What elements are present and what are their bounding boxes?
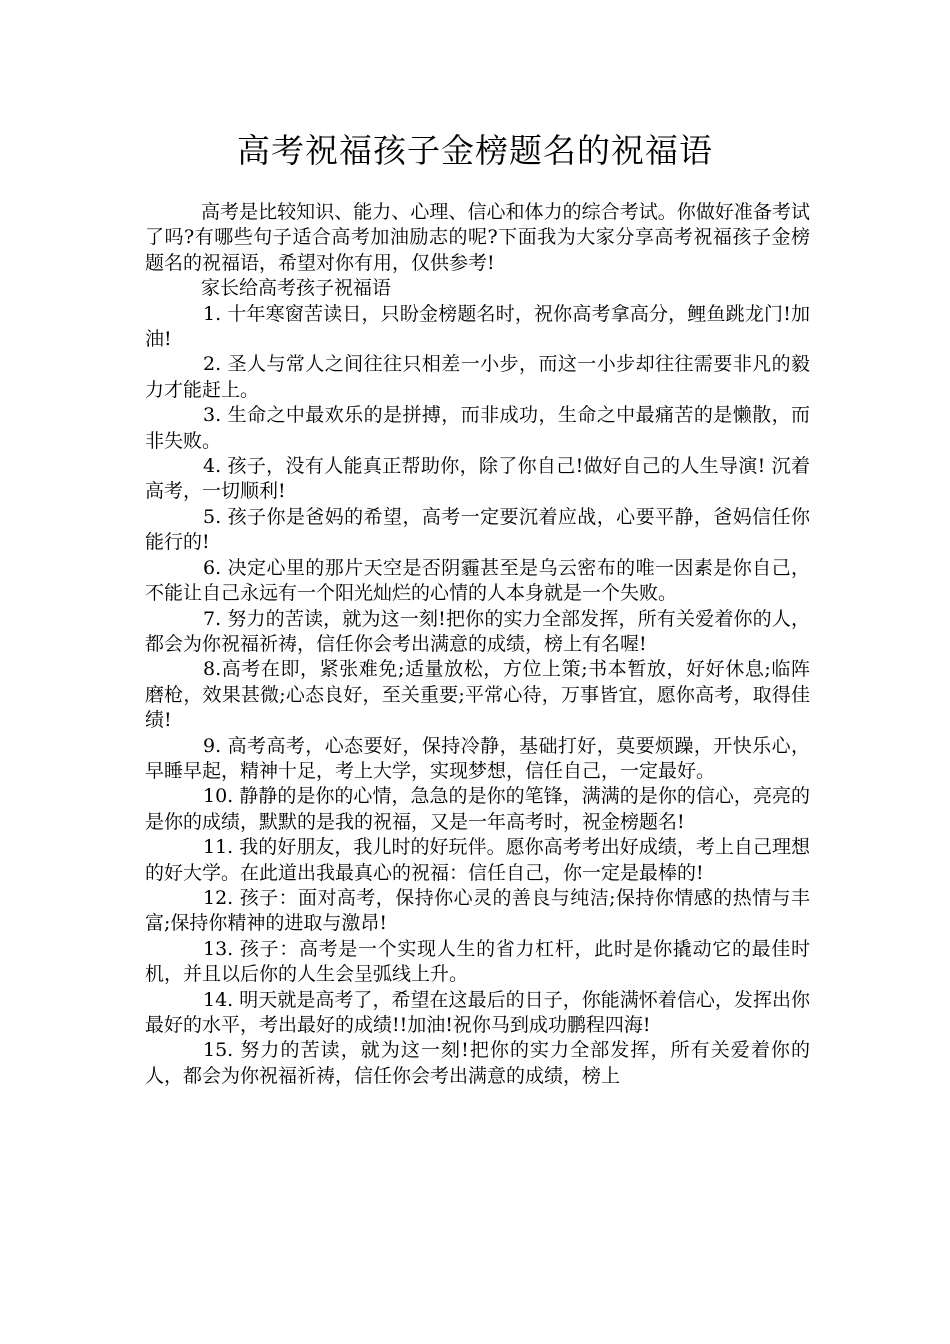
list-item: 12. 孩子：面对高考，保持你心灵的善良与纯洁;保持你情感的热情与丰富;保持你精神的进取与激昂! [145, 886, 810, 935]
list-item: 13. 孩子：高考是一个实现人生的省力杠杆，此时是你撬动它的最佳时机，并且以后你的人生会呈弧线上升。 [145, 937, 810, 986]
section-heading: 家长给高考孩子祝福语 [201, 277, 392, 300]
list-item: 10. 静静的是你的心情，急急的是你的笔锋，满满的是你的信心，亮亮的是你的成绩，默默的是我的祝福，又是一年高考时，祝金榜题名! [145, 785, 810, 833]
list-item: 1. 十年寒窗苦读日，只盼金榜题名时，祝你高考拿高分，鲤鱼跳龙门!加油! [145, 302, 810, 351]
list-item: 2. 圣人与常人之间往往只相差一小步，而这一小步却往往需要非凡的毅力才能赶上。 [145, 353, 810, 401]
document-body [145, 200, 810, 1089]
list-item: 5. 孩子你是爸妈的希望，高考一定要沉着应战，心要平静，爸妈信任你能行的! [145, 505, 810, 554]
page-title: 高考祝福孩子金榜题名的祝福语 [237, 131, 713, 170]
list-item: 7. 努力的苦读，就为这一刻!把你的实力全部发挥，所有关爱着你的人，都会为你祝福祈祷，信任你会考出满意的成绩，榜上有名喔! [145, 607, 810, 655]
list-item: 6. 决定心里的那片天空是否阴霾甚至是乌云密布的唯一因素是你自己，不能让自己永远有一个阳光灿烂的心情的人本身就是一个失败。 [145, 556, 810, 605]
list-item: 9. 高考高考，心态要好，保持冷静，基础打好，莫要烦躁，开快乐心，早睡早起，精神十足，考上大学，实现梦想，信任自己，一定最好。 [145, 734, 810, 782]
list-item: 8.高考在即，紧张难免;适量放松，方位上策;书本暂放，好好休息;临阵磨枪，效果甚微;心态良好，至关重要;平常心待，万事皆宜，愿你高考，取得佳绩! [145, 658, 810, 732]
list-item: 4. 孩子，没有人能真正帮助你，除了你自己!做好自己的人生导演! 沉着高考，一切顺利! [145, 455, 810, 503]
intro-paragraph: 高考是比较知识、能力、心理、信心和体力的综合考试。你做好准备考试了吗?有哪些句子适合高考加油励志的呢?下面我为大家分享高考祝福孩子金榜题名的祝福语，希望对你有用，仅供参考! [145, 201, 810, 274]
list-item: 15. 努力的苦读，就为这一刻!把你的实力全部发挥，所有关爱着你的人，都会为你祝福祈祷，信任你会考出满意的成绩，榜上 [145, 1039, 810, 1087]
list-item: 14. 明天就是高考了，希望在这最后的日子，你能满怀着信心，发挥出你最好的水平，考出最好的成绩!!加油!祝你马到成功鹏程四海! [145, 988, 810, 1036]
list-item: 11. 我的好朋友，我儿时的好玩伴。愿你高考考出好成绩，考上自己理想的好大学。在此道出我最真心的祝福：信任自己，你一定是最棒的! [145, 836, 810, 884]
list-item: 3. 生命之中最欢乐的是拼搏，而非成功，生命之中最痛苦的是懒散，而非失败。 [145, 404, 810, 452]
